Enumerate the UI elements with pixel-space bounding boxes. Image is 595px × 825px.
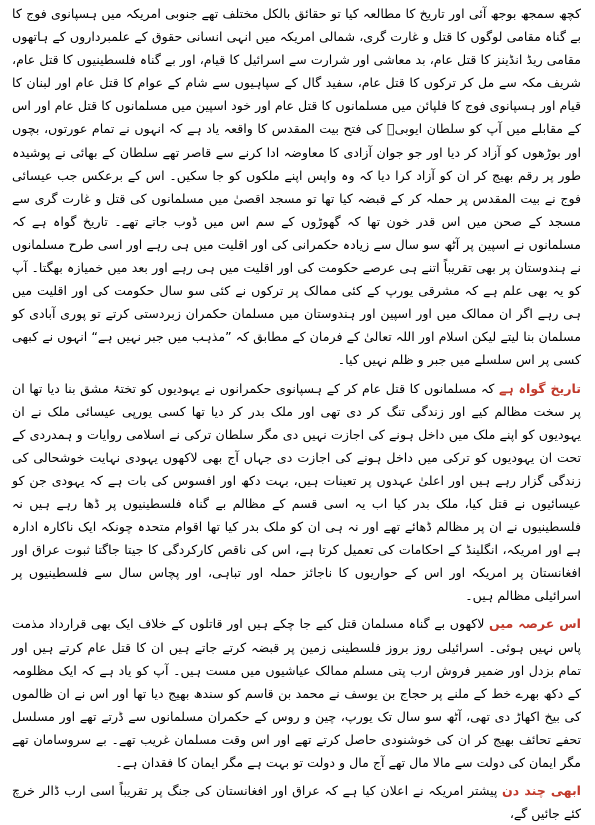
paragraph-text: کہ مسلمانوں کا قتل عام کر کے ہسپانوی حکمرانوں نے یہودیوں کو تختۂ مشق بنا دیا تھا ان پر سخت مظالم کیے اور زندگی تنگ کر دی تھی اور ملک بدر کر دیا تھا کسی یورپی عیسائی ملک نے ان یہودیوں کو اپنے ملک میں داخل ہونے کی اجازت نہیں دی مگر سلطان ترکی نے اسلامی روایات و ہمدردی کے تحت ان یہودیوں کو ترکی میں داخل ہونے کی اجازت دی جہاں آج بھی لاکھوں یہودی نہایت خوشحالی کی زندگی گزار رہے ہیں اور اعلیٰ عہدوں پر تعینات ہیں، بہت دکھ اور افسوس کی بات ہے کہ یہودی جن کو عیسائیوں نے قتل کیا، ملک بدر کیا اب یہ اسی قسم کے مظالم بے گناہ فلسطینیوں پر ڈھا رہے ہیں نہ فلسطینیوں نے ان پر مظالم ڈھائے تھے اور نہ ہی ان کو ملک بدر کیا تھا اقوام متحدہ چونکہ ایک ناکارہ ادارہ ہے اور امریکہ، انگلینڈ کے احکامات کی تعمیل کرتا ہے، اس کی ناقص کارکردگی کا جیتا جاگتا ثبوت عراق اور افغانستان پر امریکہ اور اس کے حواریوں کا ناجائز حملہ اور تباہی، اور پچاس سال سے فلسطینیوں پر اسرائیلی مظالم ہیں۔	[12, 380, 581, 604]
paragraph-history-massacres	[12, 2, 581, 372]
paragraph-text: پیشتر امریکہ نے اعلان کیا ہے کہ عراق اور افغانستان کی جنگ پر تقریباً اسی ارب ڈالر خرچ کئے جائیں گے،	[12, 783, 581, 822]
paragraph-lead: اس عرصہ میں	[489, 616, 581, 632]
paragraph-history-witness	[12, 377, 581, 608]
paragraph-few-days-ago	[12, 779, 581, 825]
paragraph-text: لاکھوں بے گناہ مسلمان قتل کیے جا چکے ہیں اور قاتلوں کے خلاف ایک بھی قرارداد مذمت پاس نہیں ہوئی۔ اسرائیلی روز بروز فلسطینی زمین پر قبضہ کرتے جاتے ہیں ان کا قتل عام کرتے ہیں اور تمام بزدل اور ضمیر فروش ارب پتی مسلم ممالک عیاشیوں میں مست ہیں۔ آپ کو یاد ہے کہ ایک مظلومہ کے دکھ بھرے خط کے ملنے پر حجاج بن یوسف نے محمد بن قاسم کو سندھ بھیج دیا تھا اور اس نے ان ظالموں کی بیخ اکھاڑ دی تھی، آٹھ سو سال تک یورپ، چین و روس کے حکمران مسلمانوں سے ڈرتے تھے اور مسلسل تحفے تحائف بھیج کر ان کی خوشنودی حاصل کرتے تھے اور اس وقت مسلمان غریب تھے۔ بے سروسامان تھے مگر ایمان کی دولت سے مالا مال تھے آج مال و دولت تو بہت ہے مگر ایمان کا فقدان ہے۔	[12, 616, 581, 770]
paragraph-this-period	[12, 612, 581, 774]
paragraph-lead: تاریخ گواہ ہے	[498, 380, 581, 396]
paragraph-lead: ابھی چند دن	[502, 783, 581, 799]
paragraph-text: کچھ سمجھ بوجھ آئی اور تاریخ کا مطالعہ کیا تو حقائق بالکل مختلف تھے جنوبی امریکہ میں ہسپانوی فوج کا بے گناہ مقامی لوگوں کا قتل و غارت گری، شمالی امریکہ میں انہی انسانی حقوق کے علمبرداروں کے ہاتھوں مقامی ریڈ انڈینز کا قتل عام، بد معاشی اور شرارت سے اسرائیل کا قیام، اور بے گناہ فلسطینیوں کا قتل عام، شریف مکہ سے مل کر ترکوں کا قتل عام، سفید گال کے سپاہیوں سے شام کے عوام کا قتل عام اور لبنان کا قیام اور ہسپانوی فوج کا فلپائن میں مسلمانوں کا قتل عام اور خود اسپین میں مسلمانوں کا قتل عام اور اس کے مقابلے میں آپ کو سلطان ایوبیؒ کی فتح بیت المقدس کا واقعہ یاد ہے کہ انہوں نے تمام عورتوں، بچوں اور بوڑھوں کو آزاد کر دیا اور جو جوان آزادی کا معاوضہ ادا کرنے سے قاصر تھے سلطان کے بھائی نے پوشیدہ طور پر رقم بھیج کر ان کو آزاد کرا دیا کہ وہ واپس اپنے ملکوں کو جا سکیں۔ اس کے برعکس جب عیسائی فوج نے بیت المقدس پر حملہ کر کے قبضہ کیا تھا تو مسجد اقصیٰ میں مسلمانوں کی قتل و غارت گری سے مسجد کے صحن میں اس قدر خون تھا کہ گھوڑوں کے سم اس میں ڈوب جاتے تھے۔ تاریخ گواہ ہے کہ مسلمانوں نے اسپین پر آٹھ سو سال سے زیادہ حکمرانی کی اور اقلیت میں ہی رہے اور اسی طرح مسلمانوں نے ہندوستان پر بھی تقریباً اتنے ہی عرصے حکومت کی اور اقلیت میں ہی رہے اور بعد میں خمیازہ بھگتا۔ آپ کو یہ بھی علم ہے کہ مشرقی یورپ کے کئی ممالک پر ترکوں نے کئی سو سال حکومت کی اور اقلیت میں ہی رہے اگر ان ممالک میں اور اسپین اور ہندوستان میں مسلمان حکمران زبردستی کرتے تو پوری آبادی کو مسلمان بنا لیتے لیکن اسلام اور اللہ تعالیٰ کے فرمان کے مطابق کہ ”مذہب میں جبر نہیں ہے“ انہوں نے کبھی کسی پر اس سلسلے میں جبر و ظلم نہیں کیا۔	[12, 6, 581, 368]
